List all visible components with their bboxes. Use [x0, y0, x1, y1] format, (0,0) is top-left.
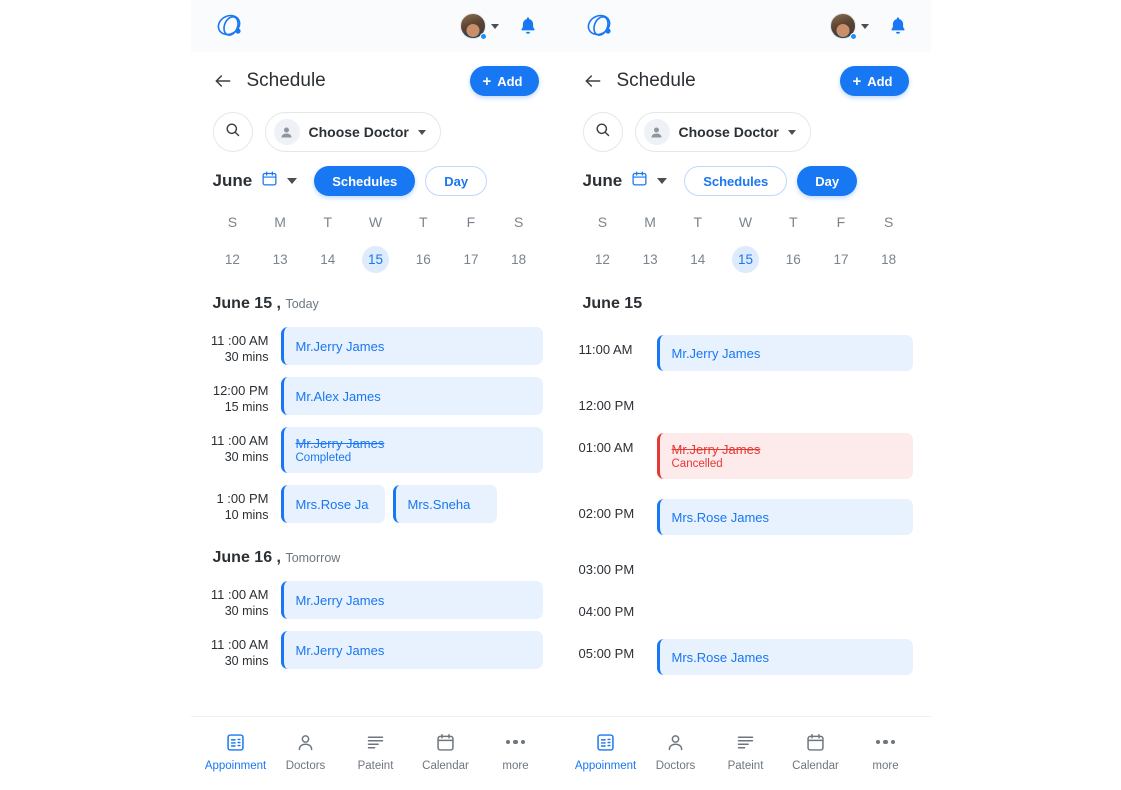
slot-duration: 30 mins [224, 604, 269, 618]
dow-2: T [323, 214, 333, 230]
patient-name: Mr.Jerry James [671, 345, 761, 361]
group-relative: Today [285, 297, 319, 311]
agenda-list-left [191, 289, 561, 716]
date-cell-15-selected[interactable]: 15 [732, 246, 759, 273]
date-cell-13[interactable]: 13 [272, 252, 288, 267]
day-title: June 15 [582, 295, 643, 312]
dow-2: T [693, 214, 703, 230]
tab-day[interactable]: Day [797, 166, 857, 196]
agenda-row[interactable] [209, 377, 543, 415]
patient-name: Mr.Jerry James [295, 436, 385, 451]
month-label: June [582, 171, 623, 190]
nav-more[interactable] [851, 731, 921, 772]
status-badge: Cancelled [671, 458, 723, 470]
slot-duration: 30 mins [224, 654, 269, 668]
appointment-card[interactable] [657, 639, 913, 675]
phone-left-schedules-view [191, 0, 561, 790]
calendar-icon [805, 732, 826, 753]
filter-row-right [561, 102, 931, 152]
group-date: June 16 , [212, 549, 281, 566]
choose-doctor-select[interactable] [635, 112, 811, 152]
back-arrow-icon[interactable] [213, 71, 233, 91]
patient-name: Mrs.Rose Ja [295, 496, 369, 512]
timeline-row[interactable] [579, 597, 913, 619]
dow-5: F [836, 214, 846, 230]
agenda-group-header [209, 543, 543, 569]
calendar-icon [435, 732, 456, 753]
user-avatar-menu[interactable] [830, 13, 869, 39]
chevron-down-icon [491, 24, 499, 29]
slot-time: 11:00 AM [578, 342, 633, 357]
week-dow-row [209, 214, 543, 230]
dow-4: T [788, 214, 798, 230]
user-avatar-menu[interactable] [460, 13, 499, 39]
back-arrow-icon[interactable] [583, 71, 603, 91]
more-icon [876, 731, 896, 753]
timeline-row[interactable] [579, 555, 913, 577]
patient-name: Mrs.Sneha [407, 496, 471, 512]
dow-0: S [597, 214, 608, 230]
view-toggle-right [684, 166, 857, 196]
view-toggle-left [314, 166, 487, 196]
tab-schedules[interactable]: Schedules [314, 166, 415, 196]
slot-time: 11 :00 AM [210, 433, 269, 448]
agenda-group-header [209, 289, 543, 315]
chevron-down-icon [861, 24, 869, 29]
person-icon [644, 119, 670, 145]
nav-calendar[interactable] [781, 732, 851, 772]
add-button[interactable] [840, 66, 908, 96]
month-dropdown-icon[interactable] [287, 178, 297, 184]
dow-3: W [738, 214, 753, 230]
nav-label: Pateint [357, 759, 394, 772]
add-button[interactable] [470, 66, 538, 96]
patient-name: Mr.Jerry James [295, 642, 385, 658]
bottom-nav-right [561, 716, 931, 790]
date-cell-15-selected[interactable]: 15 [362, 246, 389, 273]
slot-duration: 30 mins [224, 350, 269, 364]
dow-0: S [227, 214, 238, 230]
dow-6: S [514, 214, 524, 230]
appointment-card[interactable] [281, 377, 543, 415]
nav-label: Appoinment [204, 759, 267, 772]
add-button-label: Add [867, 73, 893, 89]
bottom-nav-left [191, 716, 561, 790]
calendar-icon[interactable] [631, 170, 648, 192]
empty-slot[interactable] [657, 555, 913, 577]
patient-icon [365, 732, 386, 753]
dow-1: M [644, 214, 656, 230]
choose-doctor-label: Choose Doctor [308, 124, 409, 140]
week-date-row [209, 230, 543, 273]
slot-time: 04:00 PM [578, 604, 635, 619]
online-status-dot [480, 33, 487, 40]
search-button[interactable] [213, 112, 253, 152]
patient-name: Mr.Jerry James [295, 338, 385, 354]
search-button[interactable] [583, 112, 623, 152]
week-dow-row [579, 214, 913, 230]
page-header-left [191, 52, 561, 102]
nav-doctors[interactable] [641, 732, 711, 772]
nav-label: Doctors [285, 759, 326, 772]
patient-name: Mrs.Rose James [671, 509, 770, 525]
slot-time: 03:00 PM [578, 562, 635, 577]
choose-doctor-label: Choose Doctor [678, 124, 779, 140]
nav-doctors[interactable] [271, 732, 341, 772]
date-cell-16[interactable]: 16 [415, 252, 431, 267]
more-icon [506, 731, 526, 753]
date-cell-17[interactable]: 17 [463, 252, 479, 267]
phone-right-day-view [561, 0, 931, 790]
plus-icon: + [852, 72, 862, 90]
add-button-label: Add [497, 73, 523, 89]
nav-label: more [872, 760, 899, 772]
date-cell-17[interactable]: 17 [833, 252, 849, 267]
week-strip-right [561, 196, 931, 273]
plus-icon: + [482, 72, 492, 90]
timeline-row[interactable] [579, 639, 913, 675]
page-header-right [561, 52, 931, 102]
appointment-card[interactable] [281, 631, 543, 669]
slot-time: 11 :00 AM [210, 637, 269, 652]
date-cell-14[interactable]: 14 [320, 252, 336, 267]
status-badge: Completed [295, 452, 352, 464]
date-cell-18[interactable]: 18 [511, 252, 527, 267]
slot-duration: 30 mins [224, 450, 269, 464]
appointment-icon [595, 732, 616, 753]
nav-label: Calendar [792, 759, 839, 772]
agenda-row[interactable] [209, 581, 543, 619]
nav-patient[interactable] [341, 732, 411, 772]
notification-bell-icon[interactable] [517, 15, 539, 37]
patient-name: Mr.Jerry James [295, 592, 385, 608]
online-status-dot [850, 33, 857, 40]
nav-calendar[interactable] [411, 732, 481, 772]
page-title: Schedule [616, 70, 696, 91]
chevron-down-icon [788, 130, 796, 135]
slot-duration: 10 mins [224, 508, 269, 522]
slot-time: 11 :00 AM [210, 333, 269, 348]
date-cell-16[interactable]: 16 [785, 252, 801, 267]
nav-label: Appoinment [574, 759, 637, 772]
date-cell-13[interactable]: 13 [642, 252, 658, 267]
search-icon [594, 121, 611, 143]
patient-name: Mrs.Rose James [671, 649, 770, 665]
day-timeline [561, 289, 931, 716]
tab-schedules[interactable]: Schedules [684, 166, 787, 196]
nav-label: Pateint [727, 759, 764, 772]
dow-4: T [418, 214, 428, 230]
page-title: Schedule [246, 70, 326, 91]
empty-slot[interactable] [657, 597, 913, 619]
slot-time: 05:00 PM [578, 646, 635, 661]
slot-time: 1 :00 PM [216, 491, 269, 506]
empty-slot[interactable] [657, 391, 913, 413]
choose-doctor-select[interactable] [265, 112, 441, 152]
doctor-icon [295, 732, 316, 753]
slot-duration: 15 mins [224, 400, 269, 414]
date-cell-18[interactable]: 18 [881, 252, 897, 267]
timeline-row[interactable] [579, 335, 913, 371]
agenda-row[interactable] [209, 427, 543, 473]
timeline-row[interactable] [579, 391, 913, 413]
nav-appointment[interactable] [571, 732, 641, 772]
dow-3: W [368, 214, 383, 230]
week-date-row [579, 230, 913, 273]
search-icon [224, 121, 241, 143]
nav-label: Calendar [422, 759, 469, 772]
tab-day[interactable]: Day [425, 166, 487, 196]
person-icon [274, 119, 300, 145]
appointment-card[interactable] [393, 485, 497, 523]
month-label: June [212, 171, 253, 190]
appointment-card[interactable] [657, 335, 913, 371]
nav-patient[interactable] [711, 732, 781, 772]
timeline-row[interactable] [579, 499, 913, 535]
month-dropdown-icon[interactable] [657, 178, 667, 184]
date-cell-12[interactable]: 12 [224, 252, 240, 267]
group-relative: Tomorrow [285, 551, 341, 565]
brand-logo[interactable] [583, 9, 617, 43]
slot-time: 02:00 PM [578, 506, 635, 521]
notification-bell-icon[interactable] [887, 15, 909, 37]
patient-name: Mr.Alex James [295, 388, 381, 404]
patient-icon [735, 732, 756, 753]
doctor-icon [665, 732, 686, 753]
agenda-row[interactable] [209, 327, 543, 365]
calendar-icon[interactable] [261, 170, 278, 192]
date-cell-12[interactable]: 12 [594, 252, 610, 267]
appointment-card[interactable] [281, 485, 385, 523]
nav-label: more [502, 760, 529, 772]
week-strip-left [191, 196, 561, 273]
dow-6: S [884, 214, 894, 230]
agenda-row[interactable] [209, 485, 543, 523]
chevron-down-icon [418, 130, 426, 135]
top-bar-actions-right [830, 13, 909, 39]
top-bar-left [191, 0, 561, 52]
timeline-row[interactable] [579, 433, 913, 479]
slot-time: 01:00 AM [578, 440, 634, 455]
filter-row-left [191, 102, 561, 152]
agenda-row[interactable] [209, 631, 543, 669]
nav-more[interactable] [481, 731, 551, 772]
top-bar-actions-left [460, 13, 539, 39]
dow-5: F [466, 214, 476, 230]
patient-name: Mr.Jerry James [671, 442, 761, 457]
top-bar-right [561, 0, 931, 52]
brand-logo[interactable] [213, 9, 247, 43]
slot-time: 12:00 PM [212, 383, 269, 398]
appointment-card-completed[interactable] [281, 427, 543, 473]
nav-label: Doctors [655, 759, 696, 772]
appointment-card-cancelled[interactable] [657, 433, 913, 479]
date-cell-14[interactable]: 14 [690, 252, 706, 267]
appointment-card[interactable] [657, 499, 913, 535]
dow-1: M [274, 214, 286, 230]
month-row-left [191, 152, 561, 196]
slot-time: 11 :00 AM [210, 587, 269, 602]
nav-appointment[interactable] [201, 732, 271, 772]
appointment-card[interactable] [281, 327, 543, 365]
appointment-card[interactable] [281, 581, 543, 619]
group-date: June 15 , [212, 295, 281, 312]
month-row-right [561, 152, 931, 196]
slot-time: 12:00 PM [578, 398, 635, 413]
appointment-icon [225, 732, 246, 753]
